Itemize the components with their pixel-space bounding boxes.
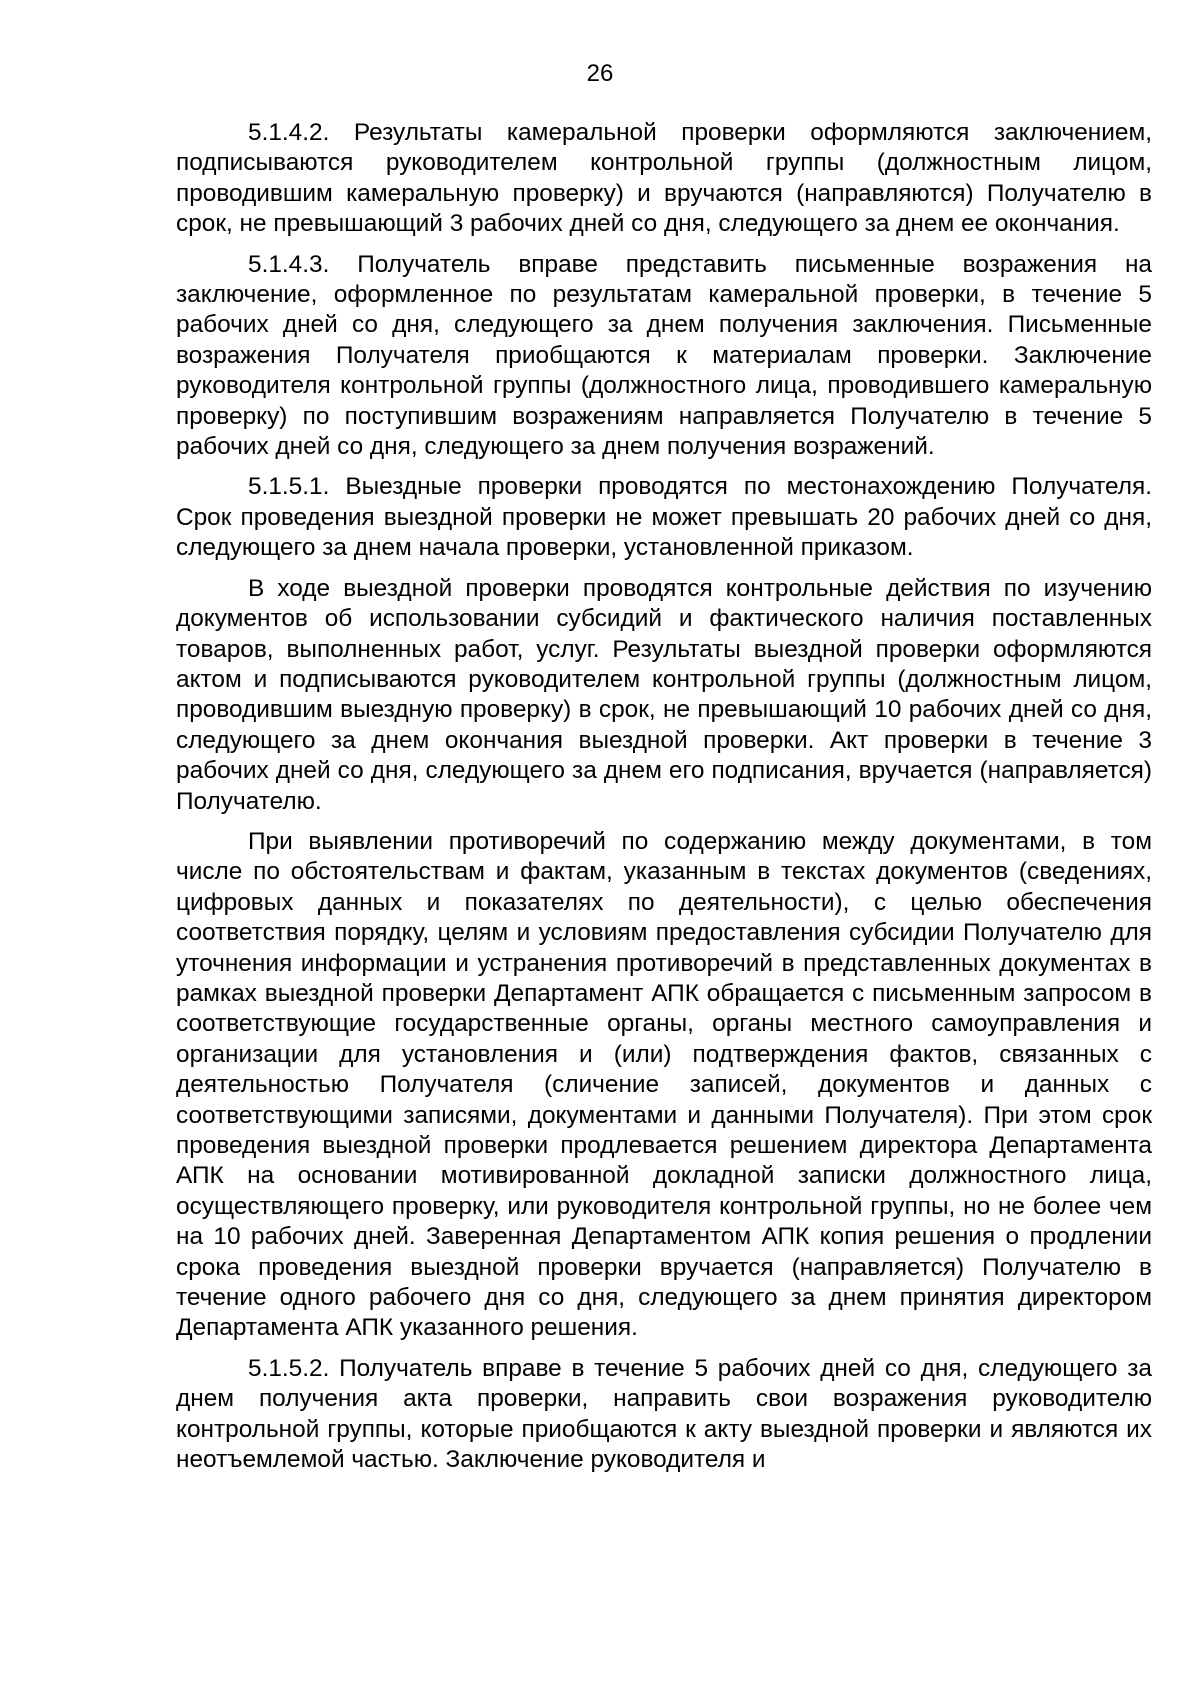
document-body (176, 118, 1152, 1475)
paragraph-5-1-5-1: 5.1.5.1. Выездные проверки проводятся по местонахождению Получателя. Срок проведения выездной проверки не может превышать 20 рабочих дней со дня, следующего за днем начала проверки, установленной приказом. (176, 473, 1152, 562)
paragraph-on-site-inspection: В ходе выездной проверки проводятся контрольные действия по изучению документов об использовании субсидий и фактического наличия поставленных товаров, выполненных работ, услуг. Результаты выездной проверки оформляются актом и подписываются руководителем контрольной группы (должностным лицом, проводившим выездную проверку) в срок, не превышающий 10 рабочих дней со дня, следующего за днем окончания выездной проверки. Акт проверки в течение 3 рабочих дней со дня, следующего за днем его подписания, вручается (направляется) Получателю. (176, 574, 1152, 815)
paragraph-5-1-4-3: 5.1.4.3. Получатель вправе представить письменные возражения на заключение, оформленное по результатам камеральной проверки, в течение 5 рабочих дней со дня, следующего за днем получения заключения. Письменные возражения Получателя приобщаются к материалам проверки. Заключение руководителя контрольной группы (должностного лица, проводившего камеральную проверку) по поступившим возражениям направляется Получателю в течение 5 рабочих дней со дня, следующего за днем получения возражений. (176, 250, 1152, 461)
paragraph-5-1-4-2: 5.1.4.2. Результаты камеральной проверки оформляются заключением, подписываются руководителем контрольной группы (должностным лицом, проводившим камеральную проверку) и вручаются (направляются) Получателю в срок, не превышающий 3 рабочих дней со дня, следующего за днем ее окончания. (176, 119, 1152, 238)
paragraph-contradictions: При выявлении противоречий по содержанию между документами, в том числе по обстоятельствам и фактам, указанным в текстах документов (сведениях, цифровых данных и показателях по деятельности), с целью обеспечения соответствия порядку, целям и условиям предоставления субсидии Получателю для уточнения информации и устранения противоречий в представленных документах в рамках выездной проверки Департамент АПК обращается с письменным запросом в соответствующие государственные органы, органы местного самоуправления и организации для установления и (или) подтверждения фактов, связанных с деятельностью Получателя (сличение записей, документов и данных с соответствующими записями, документами и данными Получателя). При этом срок проведения выездной проверки продлевается решением директора Департамента АПК на основании мотивированной докладной записки должностного лица, осуществляющего проверку, или руководителя контрольной группы, но не более чем на 10 рабочих дней. Заверенная Департаментом АПК копия решения о продлении срока проведения выездной проверки вручается (направляется) Получателю в течение одного рабочего дня со дня, следующего за днем принятия директором Департамента АПК указанного решения. (176, 827, 1152, 1342)
paragraph-5-1-5-2: 5.1.5.2. Получатель вправе в течение 5 рабочих дней со дня, следующего за днем получения акта проверки, направить свои возражения руководителю контрольной группы, которые приобщаются к акту выездной проверки и являются их неотъемлемой частью. Заключение руководителя и (176, 1354, 1152, 1474)
page-number: 26 (586, 60, 614, 87)
